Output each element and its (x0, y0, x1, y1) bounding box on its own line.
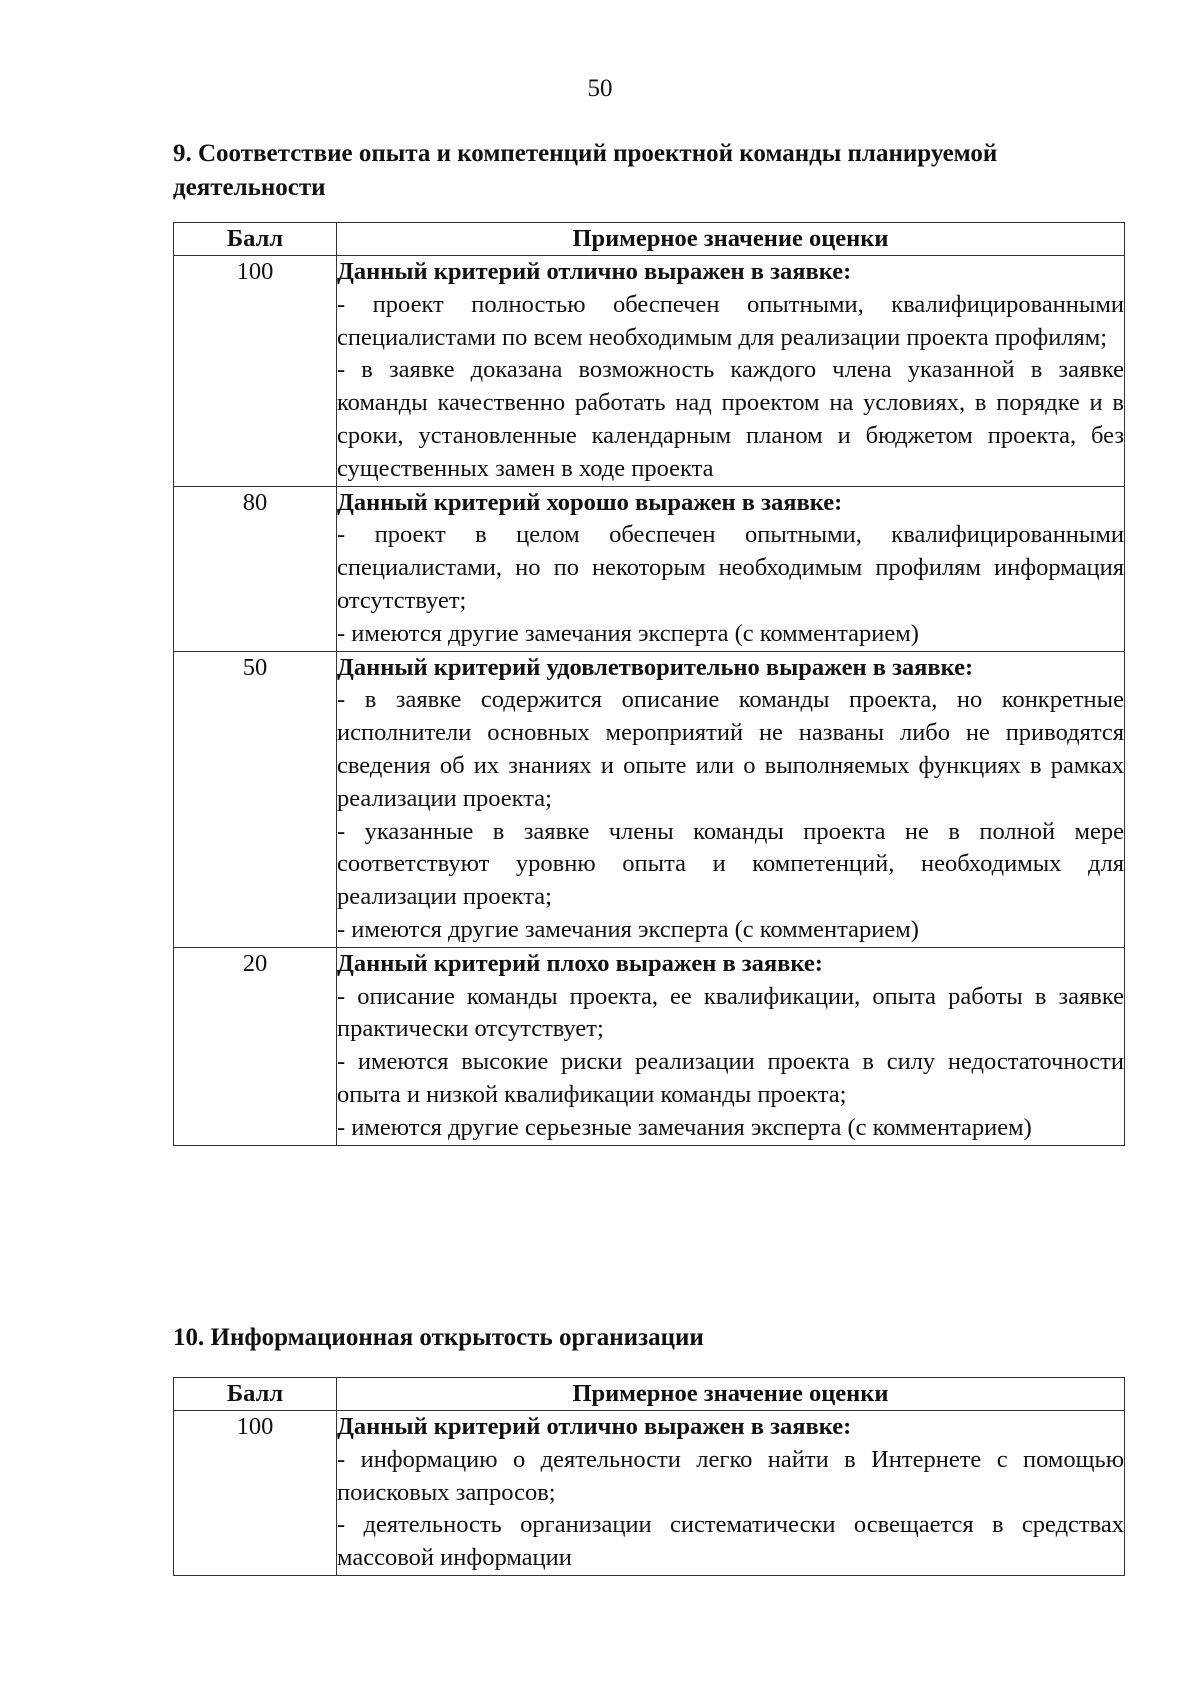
criterion-lead: Данный критерий отлично выражен в заявке: (337, 1413, 852, 1440)
criterion-lead: Данный критерий плохо выражен в заявке: (337, 949, 823, 977)
score-cell: 50 (174, 651, 337, 947)
table-header-row (174, 1378, 1125, 1411)
description-cell (337, 1411, 1125, 1576)
description-column-header: Примерное значение оценки (337, 223, 1125, 256)
criterion-lead: Данный критерий отлично выражен в заявке: (337, 258, 852, 285)
description-cell (337, 651, 1125, 947)
section-10-criteria-table (173, 1377, 1125, 1576)
criterion-item: - в заявке доказана возможность каждого члена указанной в заявке команды качественно работать над проектом на условиях, в порядке и в сроки, установленные календарным планом и бюджетом проекта, без существенных замен в ходе проекта (337, 356, 1124, 482)
table-row (174, 1411, 1125, 1576)
table-row (174, 256, 1125, 487)
score-cell: 100 (174, 1411, 337, 1576)
page-number: 50 (587, 75, 613, 102)
criterion-item: - информацию о деятельности легко найти в Интернете с помощью поисковых запросов; (337, 1445, 1124, 1506)
criterion-item: - указанные в заявке члены команды проекта не в полной мере соответствуют уровню опыта и компетенций, необходимых для реализации проекта; (337, 817, 1124, 911)
criterion-lead: Данный критерий хорошо выражен в заявке: (337, 488, 843, 516)
description-column-header: Примерное значение оценки (337, 1378, 1125, 1411)
score-cell: 100 (174, 256, 337, 487)
table-row (174, 486, 1125, 651)
score-cell: 20 (174, 947, 337, 1145)
section-9-criteria-table (173, 222, 1125, 1146)
description-cell (337, 947, 1125, 1145)
criterion-item: - проект в целом обеспечен опытными, квалифицированными специалистами, но по некоторым необходимым профилям информация отсутствует; (337, 521, 1124, 614)
score-column-header: Балл (174, 1378, 337, 1411)
criterion-item: - деятельность организации систематически освещается в средствах массовой информации (337, 1511, 1124, 1572)
section-10-title: 10. Информационная открытость организации (173, 1324, 704, 1351)
criterion-item: - описание команды проекта, ее квалификации, опыта работы в заявке практически отсутствует; (337, 982, 1124, 1043)
criterion-item: - имеются высокие риски реализации проекта в силу недостаточности опыта и низкой квалификации команды проекта; (337, 1048, 1124, 1108)
description-cell (337, 256, 1125, 487)
section-9-title: 9. Соответствие опыта и компетенций проектной команды планируемой деятельности (173, 140, 998, 201)
description-cell (337, 486, 1125, 651)
criterion-item: - имеются другие замечания эксперта (с комментарием) (337, 915, 919, 943)
criterion-item: - имеются другие серьезные замечания эксперта (с комментарием) (337, 1113, 1032, 1141)
criterion-item: - в заявке содержится описание команды проекта, но конкретные исполнители основных мероприятий не названы либо не приводятся сведения об их знаниях и опыте или о выполняемых функциях в рамках реализации проекта; (337, 686, 1124, 812)
criterion-item: - имеются другие замечания эксперта (с комментарием) (337, 619, 919, 647)
score-cell: 80 (174, 486, 337, 651)
score-column-header: Балл (174, 223, 337, 256)
table-row (174, 651, 1125, 947)
table-header-row (174, 223, 1125, 256)
criterion-lead: Данный критерий удовлетворительно выражен в заявке: (337, 653, 974, 681)
criterion-item: - проект полностью обеспечен опытными, квалифицированными специалистами по всем необходимым для реализации проекта профилям; (337, 290, 1124, 351)
table-row (174, 947, 1125, 1145)
